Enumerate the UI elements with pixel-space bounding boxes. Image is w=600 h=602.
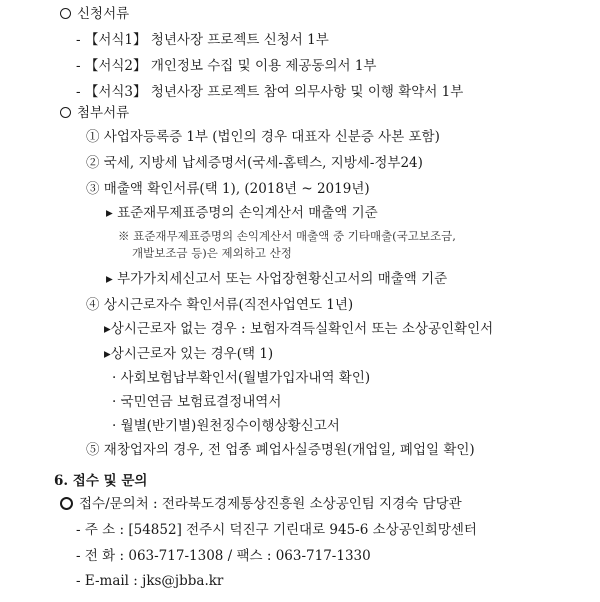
attachment-item-4-sub-2-c: · 월별(반기별)원천징수이행상황신고서 — [112, 418, 340, 434]
attachment-item-4-sub-2: ▸상시근로자 있는 경우(택 1) — [104, 346, 274, 362]
attachment-item-4-sub-1: ▸상시근로자 없는 경우 : 보험자격득실확인서 또는 소상공인확인서 — [104, 321, 494, 337]
contact-section-heading: 6. 접수 및 문의 — [54, 473, 148, 489]
attachment-item-4: ④ 상시근로자수 확인서류(직전사업연도 1년) — [86, 297, 354, 313]
application-docs-heading — [60, 5, 129, 23]
attachment-item-4-sub-2-a: · 사회보험납부확인서(월별가입자내역 확인) — [112, 370, 371, 386]
application-form-2: - 【서식2】 개인정보 수집 및 이용 제공동의서 1부 — [76, 58, 377, 74]
attachments-heading — [60, 104, 129, 122]
attachment-item-3-sub-2: ▸ 부가가치세신고서 또는 사업장현황신고서의 매출액 기준 — [106, 271, 448, 287]
contact-email: - E-mail : jks@jbba.kr — [76, 573, 224, 589]
contact-agency — [60, 495, 462, 513]
application-form-3: - 【서식3】 청년사장 프로젝트 참여 의무사항 및 이행 확약서 1부 — [76, 84, 464, 100]
circle-bullet-icon — [60, 8, 71, 19]
attachment-item-3-note-1: ※ 표준재무제표증명의 손익계산서 매출액 중 기타매출(국고보조금, — [118, 229, 456, 243]
application-docs-title: 신청서류 — [77, 6, 130, 22]
contact-phone: - 전 화 : 063-717-1308 / 팩스 : 063-717-1330 — [76, 548, 371, 564]
attachment-item-5: ⑤ 재창업자의 경우, 전 업종 폐업사실증명원(개업일, 폐업일 확인) — [86, 442, 475, 458]
circle-bullet-icon — [60, 497, 73, 510]
circle-bullet-icon — [60, 107, 71, 118]
attachments-title: 첨부서류 — [77, 105, 130, 121]
application-form-1: - 【서식1】 청년사장 프로젝트 신청서 1부 — [76, 32, 329, 48]
attachment-item-3: ③ 매출액 확인서류(택 1), (2018년 ~ 2019년) — [86, 181, 370, 197]
attachment-item-4-sub-2-b: · 국민연금 보험료결정내역서 — [112, 394, 282, 410]
attachment-item-1: ① 사업자등록증 1부 (법인의 경우 대표자 신분증 사본 포함) — [86, 129, 440, 145]
attachment-item-3-note-2: 개발보조금 등)은 제외하고 산정 — [132, 246, 292, 260]
attachment-item-3-sub-1: ▸ 표준재무제표증명의 손익계산서 매출액 기준 — [106, 205, 378, 221]
attachment-item-2: ② 국세, 지방세 납세증명서(국세-홈텍스, 지방세-정부24) — [86, 155, 423, 171]
contact-agency-text: 접수/문의처 : 전라북도경제통상진흥원 소상공인팀 지경숙 담당관 — [79, 496, 462, 512]
contact-address: - 주 소 : [54852] 전주시 덕진구 기린대로 945-6 소상공인희망센터 — [76, 522, 477, 538]
